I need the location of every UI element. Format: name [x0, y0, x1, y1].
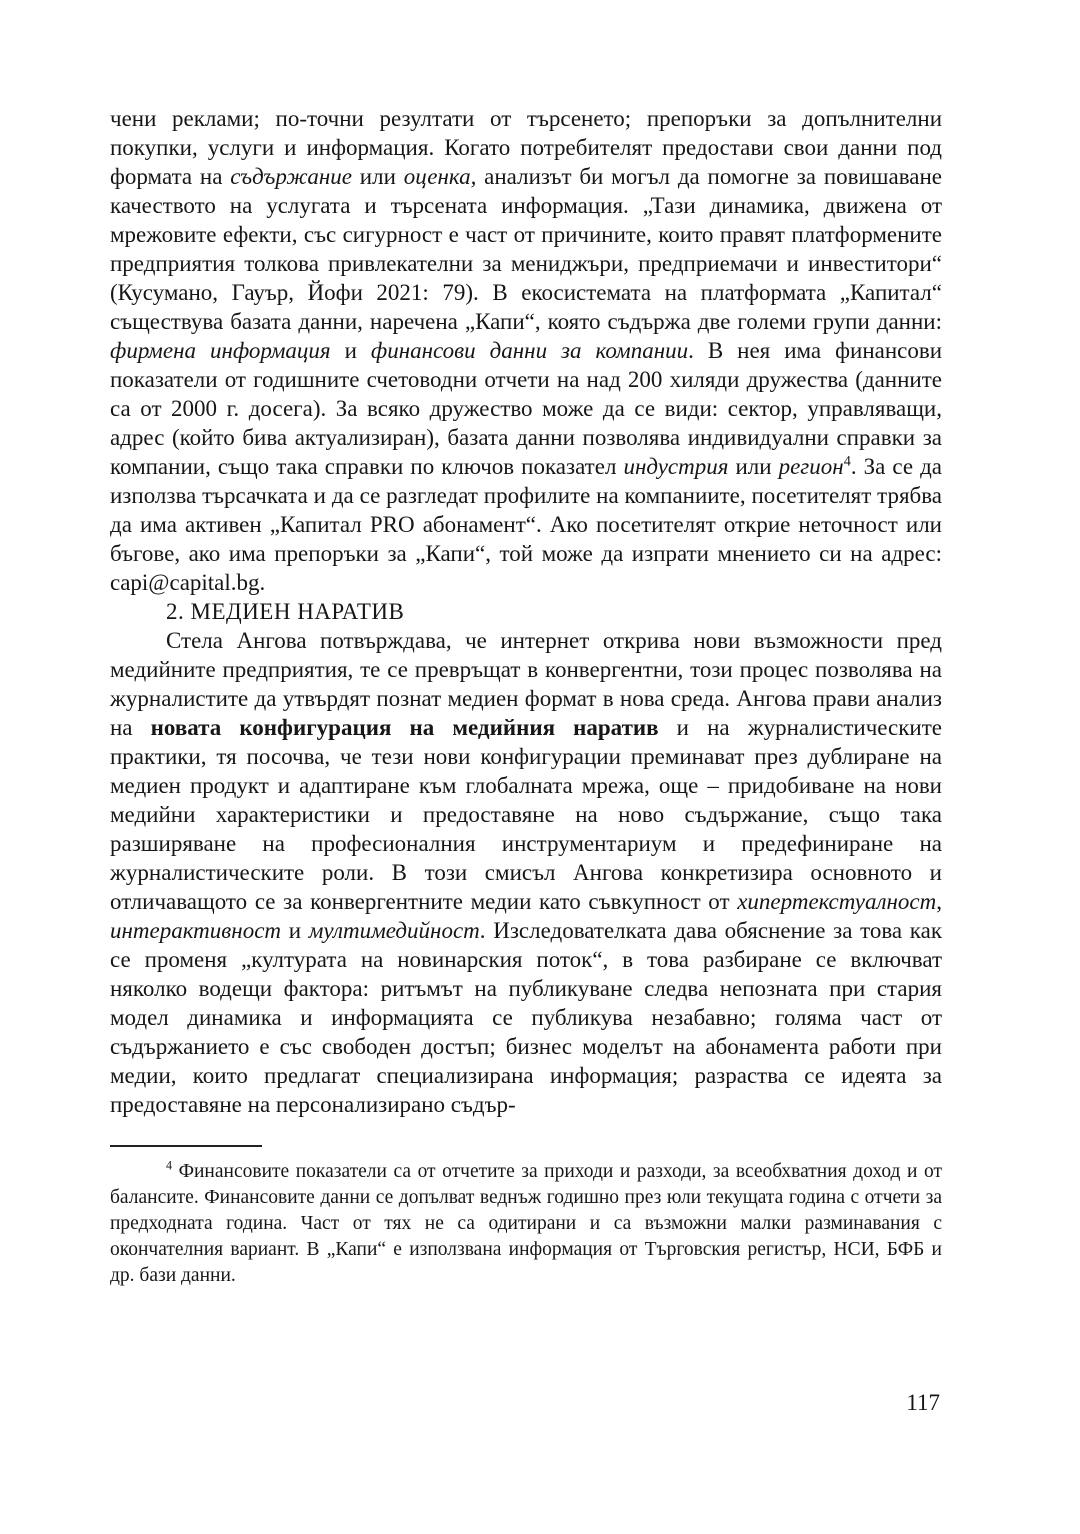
footnote-separator [110, 1145, 262, 1147]
text-run: . В нея има финансови показатели от годишните счетоводни отчети на над 200 хиляди дружества (данните са от 2000 г. досега). За всяко дружество може да се види: сектор, управляващи, адрес (който бива актуализиран), базата данни позволява индивидуални справки за компании, също така справки по ключов показател [110, 338, 943, 479]
footnote-text [110, 1159, 942, 1289]
text-run: или [352, 164, 404, 189]
text-run-i: мултимедийност [308, 918, 480, 943]
text-run: и [281, 918, 309, 943]
text-run: чени реклами; по-точни резултати от търсенето; препоръки за допълнителни покупки, услуги и информация. Когато потребителят предостави свои данни под формата на [110, 106, 942, 189]
text-run: . За се да използва търсачката и да се разгледат профилите на компаниите, посетителят трябва да има активен „Капитал PRO абонамент“. Ако посетителят открие неточност или бъгове, ако има препоръки за „Капи“, той може да изпрати мнението си на адрес: capi@capital.bg. [110, 454, 942, 595]
footnote [110, 1159, 942, 1289]
text-run-i: регион [778, 454, 844, 479]
text-run: Финансовите показатели са от отчетите за приходи и разходи, за всеобхватния доход и от балансите. Финансовите данни се допълват веднъж годишно през юли текущата година с отчети за предходната година. Част от тях не са одитирани и са възможни малки разминавания с окончателния вариант. В „Капи“ е използвана информация от Търговския регистър, НСИ, БФБ и др. бази данни. [110, 1161, 942, 1286]
text-run-i: индустрия [623, 454, 729, 479]
text-run: 2. МЕДИЕН НАРАТИВ [166, 599, 405, 624]
paragraph [110, 104, 942, 597]
text-run-b: новата конфигурация на медийния наратив [150, 715, 659, 740]
text-run-sup: 4 [166, 1158, 173, 1173]
page-number: 117 [906, 1390, 940, 1415]
text-run: или [728, 454, 779, 479]
section-heading [110, 597, 942, 626]
text-run-i: съдържание [230, 164, 352, 189]
text-run: Стела Ангова потвърждава, че интернет открива нови възможности пред медийните предприятия, те се превръщат в конвергентни, този процес позволява на журналистите да утвърдят познат медиен формат в нова среда. Ангова прави анализ на [110, 628, 942, 740]
text-run-i: оценка, [403, 164, 477, 189]
page-body [110, 104, 942, 1119]
text-run: . Изследователката дава обяснение за това как се променя „културата на новинарския поток“, в това разбиране се включват няколко водещи фактора: ритъмът на публикуване следва непозната при стария модел динамика и информацията се публикува незабавно; голяма част от съдържанието е със свободен достъп; бизнес моделът на абонамента работи при медии, които предлагат специализирана информация; разраства се идеята за предоставяне на персонализирано съдър- [110, 918, 942, 1117]
text-run: и на журналистическите практики, тя посочва, че тези нови конфигурации преминават през дублиране на медиен продукт и адаптиране към глобалната мрежа, още – придобиване на нови медийни характеристики и предоставяне на ново съдържание, също така разширяване на професионалния инструментариум и предефиниране на журналистическите роли. В този смисъл Ангова конкретизира основното и отличаващото се за конвергентните медии като съвкупност от [110, 715, 942, 914]
text-run-sup: 4 [843, 453, 851, 470]
text-run: , [936, 889, 942, 914]
text-run: и [330, 338, 371, 363]
text-run: анализът би могъл да помогне за повишаване качеството на услугата и търсената информация. „Тази динамика, движена от мрежовите ефекти, със сигурност е част от причините, които правят платформените предприятия толкова привлекателни за мениджъри, предприемачи и инвеститори“ (Кусумано, Гауър, Йофи 2021: 79). В екосистемата на платформата „Капитал“ съществува базата данни, наречена „Капи“, която съдържа две големи групи данни: [110, 164, 942, 334]
paragraph [110, 626, 942, 1119]
text-run-i: интерактивност [110, 918, 282, 943]
text-run-i: фирмена информация [110, 338, 331, 363]
text-run-i: хипертекстуалност [737, 889, 937, 914]
text-run-i: финансови данни за компании [370, 338, 689, 363]
